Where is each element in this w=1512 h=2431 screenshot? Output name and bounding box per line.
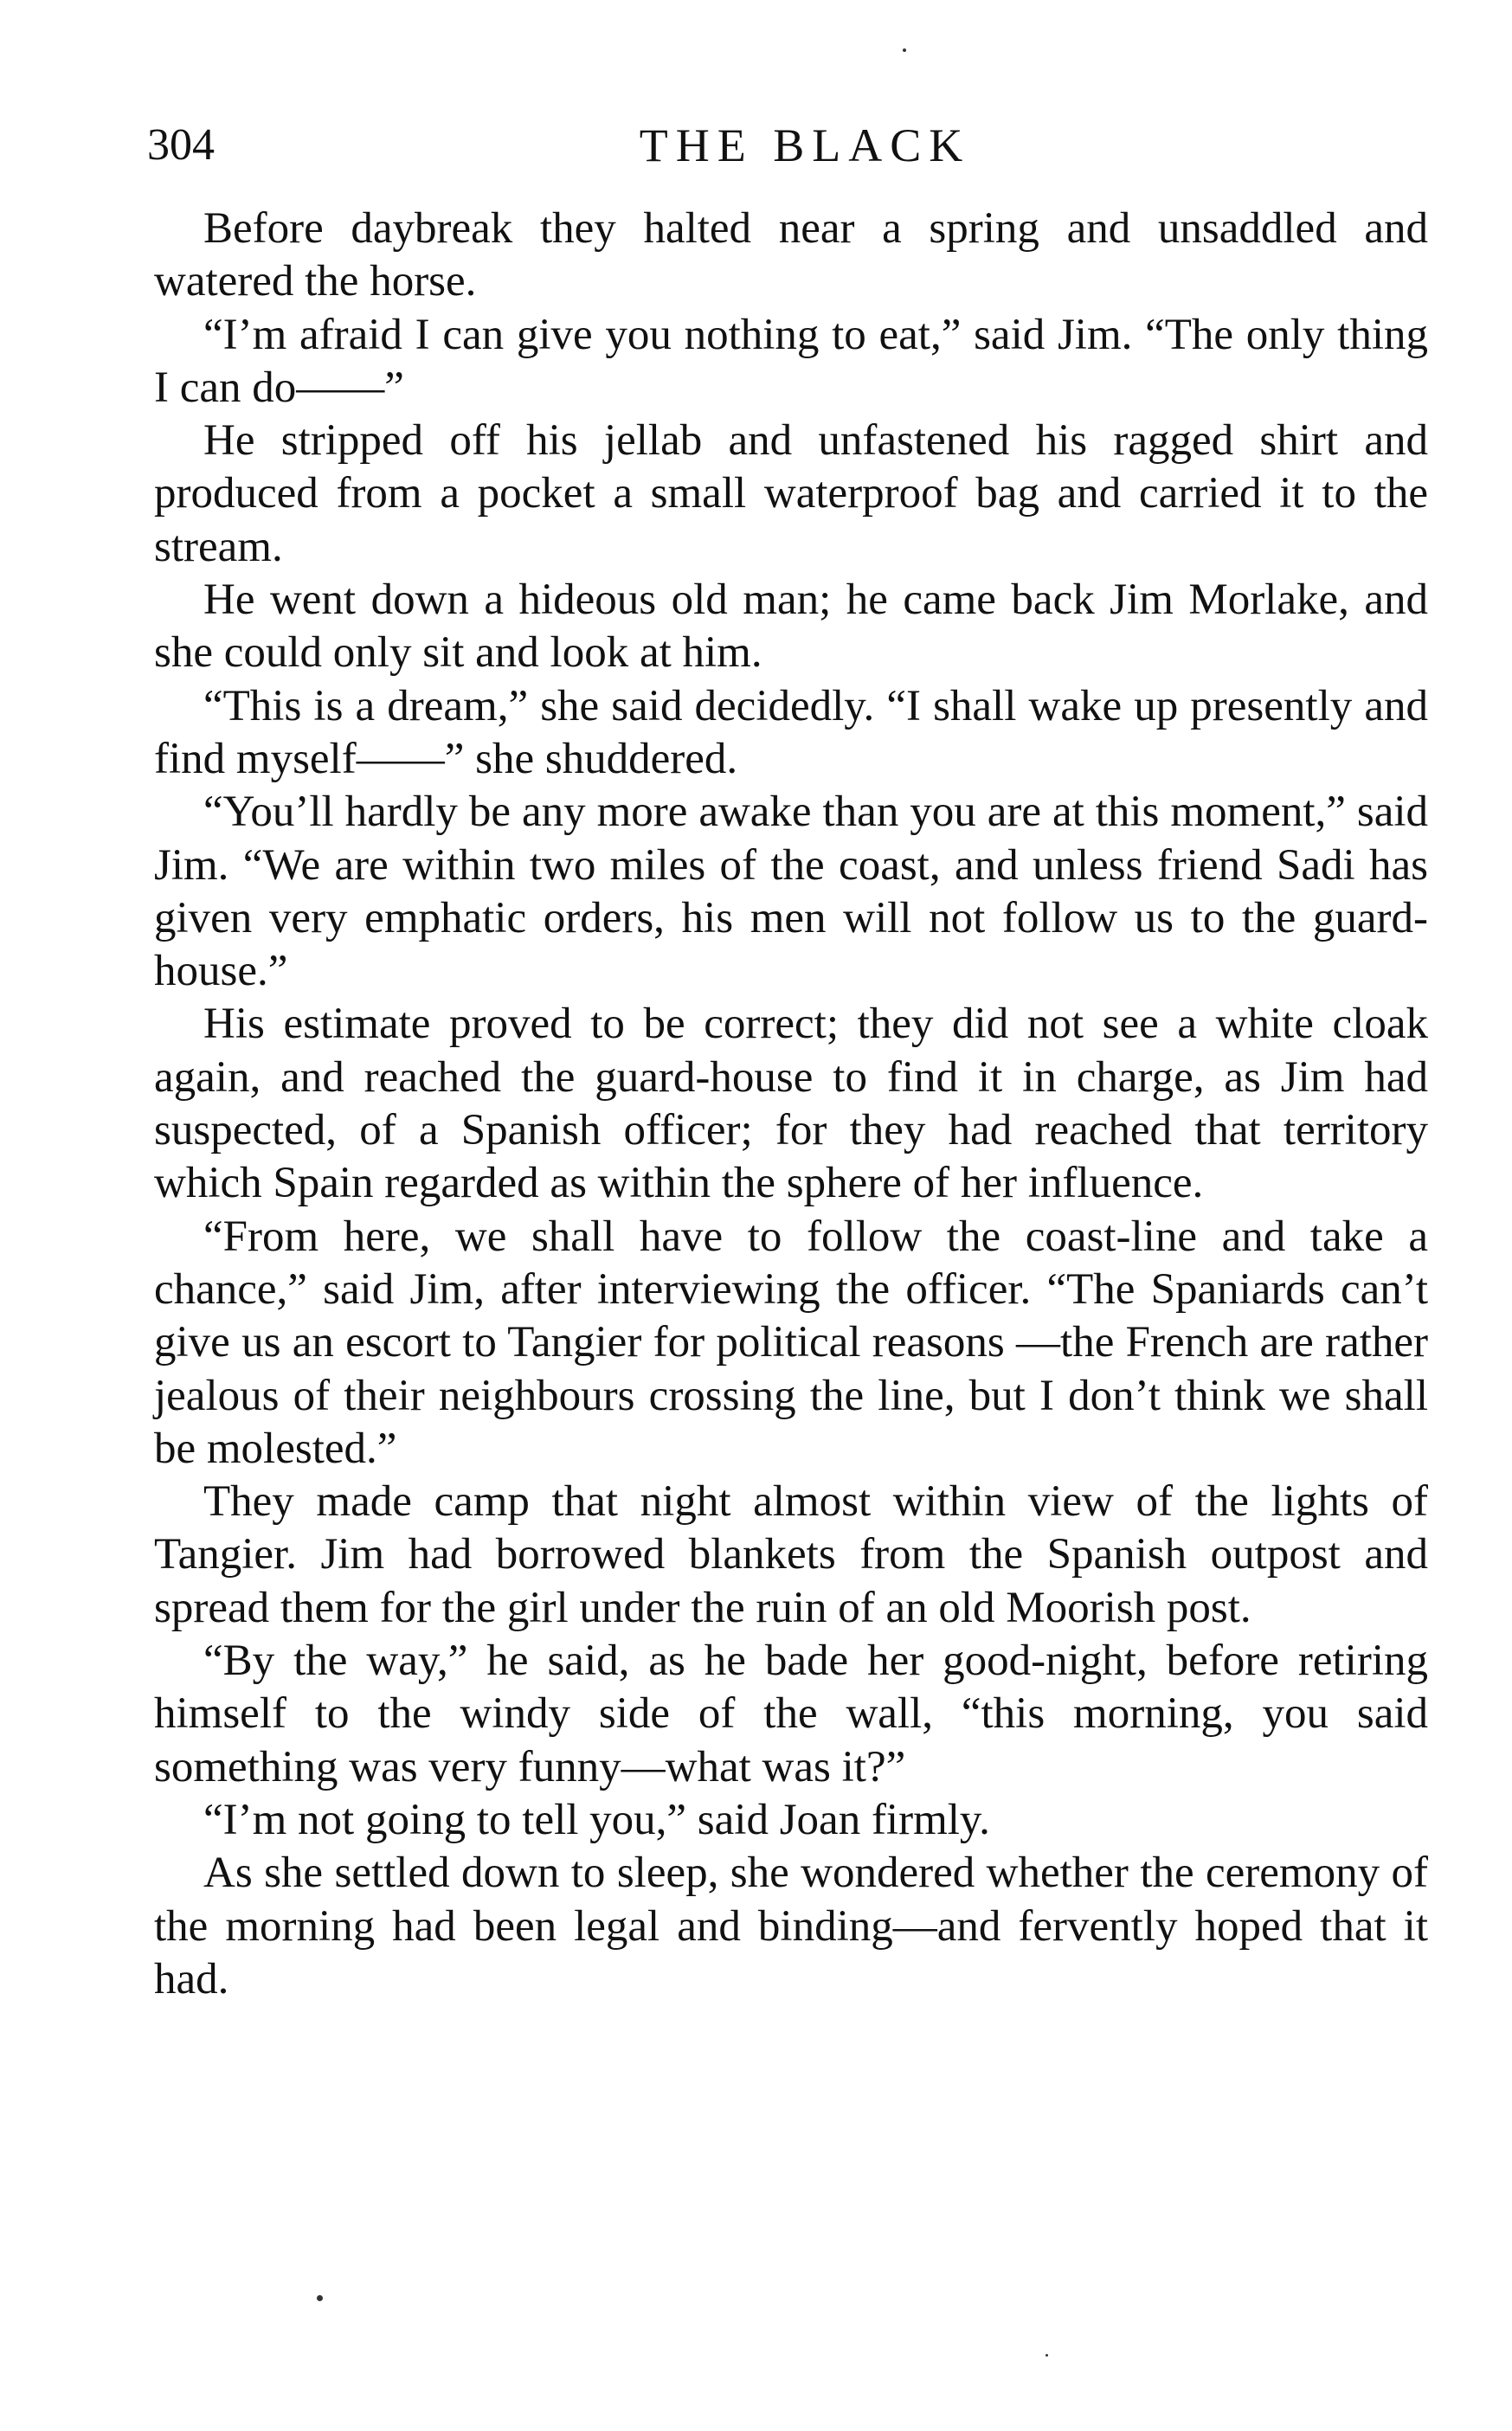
paragraph: Before daybreak they halted near a spring and unsaddled and watered the horse. [154,204,1428,306]
paragraph: “From here, we shall have to follow the coast-line and take a chance,” said Jim, after interviewing the officer. “The Spaniards can’t give us an escort to Tangier for political reasons —the French are rather jealous of their neighbours crossing the line, but I don’t think we shall be molested.” [154,1212,1428,1473]
scan-speck [903,48,906,52]
paragraph: “By the way,” he said, as he bade her good-night, before retiring himself to the windy side of the wall, “this morning, you said something was very funny—what was it?” [154,1637,1428,1791]
page-number: 304 [147,120,215,170]
paragraph: “I’m afraid I can give you nothing to eat,” said Jim. “The only thing I can do——” [154,310,1428,412]
paragraph: They made camp that night almost within view of the lights of Tangier. Jim had borrowed blankets from the Spanish outpost and spread them for the girl under the ruin of an old Moorish post. [154,1477,1428,1632]
page-header [147,111,1428,180]
paragraph: He went down a hideous old man; he came back Jim Morlake, and she could only sit and look at him. [154,576,1428,678]
paragraph: As she settled down to sleep, she wondered whether the ceremony of the morning had been legal and binding—and fervently hoped that it had. [154,1849,1428,2003]
paragraph: “I’m not going to tell you,” said Joan firmly. [203,1795,990,1844]
running-head: THE BLACK [639,119,971,171]
scan-speck [317,2295,323,2301]
paragraph: He stripped off his jellab and unfastened his ragged shirt and produced from a pocket a small waterproof bag and carried it to the stream. [154,416,1428,571]
body-text [154,203,1428,2006]
scan-speck [1046,2354,1048,2357]
paragraph: “This is a dream,” she said decidedly. “I shall wake up presently and find myself——” she shuddered. [154,681,1428,783]
paragraph: “You’ll hardly be any more awake than you are at this moment,” said Jim. “We are within two miles of the coast, and unless friend Sadi has given very emphatic orders, his men will not follow us to the guard-house.” [154,788,1428,996]
paragraph: His estimate proved to be correct; they did not see a white cloak again, and reached the guard-house to find it in charge, as Jim had suspected, of a Spanish officer; for they had reached that territory which Spain regarded as within the sphere of her influence. [154,1000,1428,1208]
